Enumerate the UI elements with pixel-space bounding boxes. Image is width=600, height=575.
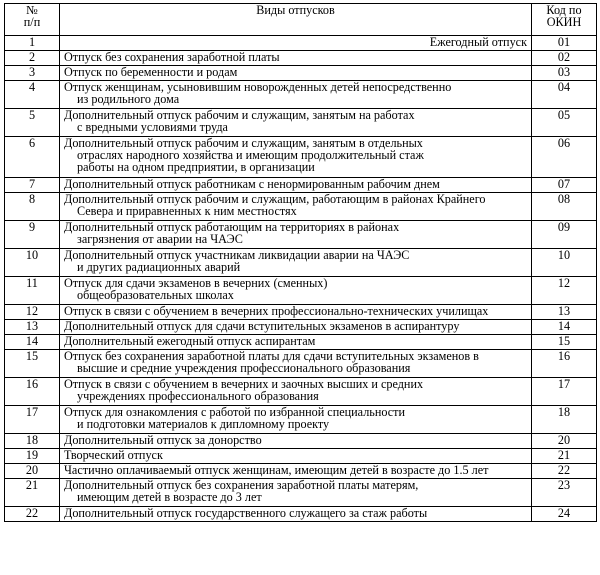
okin-code: 06 — [532, 137, 597, 178]
table-row — [5, 406, 597, 434]
row-number: 17 — [5, 406, 60, 434]
leave-type-line: Отпуск по беременности и родам — [64, 65, 238, 79]
leave-type-line: Дополнительный отпуск участникам ликвидации аварии на ЧАЭС — [64, 248, 410, 262]
leave-type-cell — [60, 277, 532, 305]
header-row — [5, 4, 597, 36]
leave-type-line: Дополнительный ежегодный отпуск аспирантам — [64, 334, 316, 348]
okin-code: 16 — [532, 350, 597, 378]
table-row — [5, 66, 597, 81]
leave-type-cell — [60, 350, 532, 378]
leave-type-cell — [60, 221, 532, 249]
leave-type-line: загрязнения от аварии на ЧАЭС — [77, 232, 243, 246]
leave-type-line: учреждениях профессионального образования — [77, 389, 319, 403]
row-number: 1 — [5, 36, 60, 51]
leave-type-line: Отпуск без сохранения заработной платы — [64, 50, 280, 64]
table-row — [5, 305, 597, 320]
okin-code: 15 — [532, 335, 597, 350]
leave-type-line: Ежегодный отпуск — [429, 35, 527, 49]
table-row — [5, 464, 597, 479]
okin-code: 22 — [532, 464, 597, 479]
leave-type-line: Дополнительный отпуск без сохранения заработной платы матерям, — [64, 478, 419, 492]
table-row — [5, 221, 597, 249]
leave-type-line: отраслях народного хозяйства и имеющим продолжительный стаж — [77, 148, 424, 162]
leave-type-cell — [60, 178, 532, 193]
table-row — [5, 320, 597, 335]
table-row — [5, 507, 597, 522]
row-number: 2 — [5, 51, 60, 66]
leave-type-cell — [60, 464, 532, 479]
table-row — [5, 137, 597, 178]
row-number: 18 — [5, 434, 60, 449]
leave-type-cell — [60, 406, 532, 434]
leave-type-cell — [60, 335, 532, 350]
header-number-line: № — [26, 3, 38, 17]
table-row — [5, 434, 597, 449]
row-number: 20 — [5, 464, 60, 479]
row-number: 8 — [5, 193, 60, 221]
row-number: 16 — [5, 378, 60, 406]
leave-type-line: Дополнительный отпуск работающим на территориях в районах — [64, 220, 400, 234]
leave-type-cell — [60, 81, 532, 109]
row-number: 3 — [5, 66, 60, 81]
okin-code: 07 — [532, 178, 597, 193]
table-row — [5, 51, 597, 66]
okin-code: 13 — [532, 305, 597, 320]
leave-type-line: Частично оплачиваемый отпуск женщинам, имеющим детей в возрасте до 1.5 лет — [64, 463, 489, 477]
header-okin-code — [532, 4, 597, 36]
row-number: 21 — [5, 479, 60, 507]
leave-type-cell — [60, 449, 532, 464]
okin-code: 09 — [532, 221, 597, 249]
leave-type-line: Дополнительный отпуск государственного служащего за стаж работы — [64, 506, 428, 520]
leave-type-line: работы на одном предприятии, в организации — [77, 160, 315, 174]
row-number: 5 — [5, 109, 60, 137]
leave-type-cell — [60, 479, 532, 507]
leave-type-cell — [60, 249, 532, 277]
okin-code: 02 — [532, 51, 597, 66]
leave-type-line: Отпуск в связи с обучением в вечерних профессионально-технических училищах — [64, 304, 489, 318]
okin-code: 05 — [532, 109, 597, 137]
okin-code: 03 — [532, 66, 597, 81]
leave-type-line: Отпуск для сдачи экзаменов в вечерних (сменных) — [64, 276, 328, 290]
table-row — [5, 277, 597, 305]
okin-code: 17 — [532, 378, 597, 406]
row-number: 4 — [5, 81, 60, 109]
header-code-line: ОКИН — [546, 15, 582, 29]
table-row — [5, 81, 597, 109]
leave-type-line: общеобразовательных школах — [77, 288, 234, 302]
table-row — [5, 109, 597, 137]
row-number: 19 — [5, 449, 60, 464]
leave-type-line: Дополнительный отпуск рабочим и служащим, работающим в районах Крайнего — [64, 192, 486, 206]
table-row — [5, 178, 597, 193]
row-number: 6 — [5, 137, 60, 178]
leave-type-line: с вредными условиями труда — [77, 120, 228, 134]
row-number: 13 — [5, 320, 60, 335]
leave-type-line: высшие и средние учреждения профессионального образования — [77, 361, 411, 375]
okin-code: 24 — [532, 507, 597, 522]
leave-type-line: Отпуск для ознакомления с работой по избранной специальности — [64, 405, 406, 419]
okin-code: 08 — [532, 193, 597, 221]
table-row — [5, 193, 597, 221]
leave-type-cell — [60, 109, 532, 137]
leave-type-line: Отпуск женщинам, усыновившим новорожденных детей непосредственно — [64, 80, 452, 94]
leave-type-line: и подготовки материалов к дипломному проекту — [77, 417, 330, 431]
row-number: 15 — [5, 350, 60, 378]
row-number: 9 — [5, 221, 60, 249]
leave-types-table — [4, 3, 597, 522]
leave-type-line: Отпуск без сохранения заработной платы для сдачи вступительных экзаменов в — [64, 349, 479, 363]
header-leave-type: Виды отпусков — [60, 4, 532, 36]
table-row — [5, 249, 597, 277]
leave-type-line: Отпуск в связи с обучением в вечерних и заочных высших и средних — [64, 377, 424, 391]
header-code-line: Код по — [546, 3, 582, 17]
row-number: 11 — [5, 277, 60, 305]
leave-type-cell — [60, 137, 532, 178]
leave-type-cell — [60, 507, 532, 522]
okin-code: 21 — [532, 449, 597, 464]
leave-type-line: Дополнительный отпуск рабочим и служащим, занятым в отдельных — [64, 136, 423, 150]
leave-type-cell — [60, 434, 532, 449]
table-row — [5, 350, 597, 378]
leave-type-line: Севера и приравненных к ним местностях — [77, 204, 297, 218]
table-row — [5, 335, 597, 350]
table-row — [5, 479, 597, 507]
okin-code: 10 — [532, 249, 597, 277]
leave-type-cell — [60, 66, 532, 81]
okin-code: 04 — [532, 81, 597, 109]
okin-code: 12 — [532, 277, 597, 305]
okin-code: 20 — [532, 434, 597, 449]
leave-type-line: из родильного дома — [77, 92, 180, 106]
row-number: 10 — [5, 249, 60, 277]
table-row — [5, 449, 597, 464]
row-number: 14 — [5, 335, 60, 350]
leave-type-line: Дополнительный отпуск за донорство — [64, 433, 262, 447]
leave-type-cell — [60, 305, 532, 320]
leave-type-cell — [60, 36, 532, 51]
header-number-line: п/п — [23, 15, 41, 29]
row-number: 22 — [5, 507, 60, 522]
row-number: 12 — [5, 305, 60, 320]
leave-type-line: и других радиационных аварий — [77, 260, 241, 274]
leave-type-cell — [60, 378, 532, 406]
leave-type-line: Дополнительный отпуск рабочим и служащим, занятым на работах — [64, 108, 415, 122]
leave-type-cell — [60, 193, 532, 221]
leave-type-line: Творческий отпуск — [64, 448, 163, 462]
okin-code: 23 — [532, 479, 597, 507]
leave-type-cell — [60, 320, 532, 335]
leave-type-line: Дополнительный отпуск для сдачи вступительных экзаменов в аспирантуру — [64, 319, 460, 333]
okin-code: 18 — [532, 406, 597, 434]
header-number — [5, 4, 60, 36]
table-row — [5, 378, 597, 406]
okin-code: 14 — [532, 320, 597, 335]
leave-type-cell — [60, 51, 532, 66]
leave-type-line: Дополнительный отпуск работникам с ненормированным рабочим днем — [64, 177, 440, 191]
table-row — [5, 36, 597, 51]
row-number: 7 — [5, 178, 60, 193]
leave-type-line: имеющим детей в возрасте до 3 лет — [77, 490, 262, 504]
okin-code: 01 — [532, 36, 597, 51]
